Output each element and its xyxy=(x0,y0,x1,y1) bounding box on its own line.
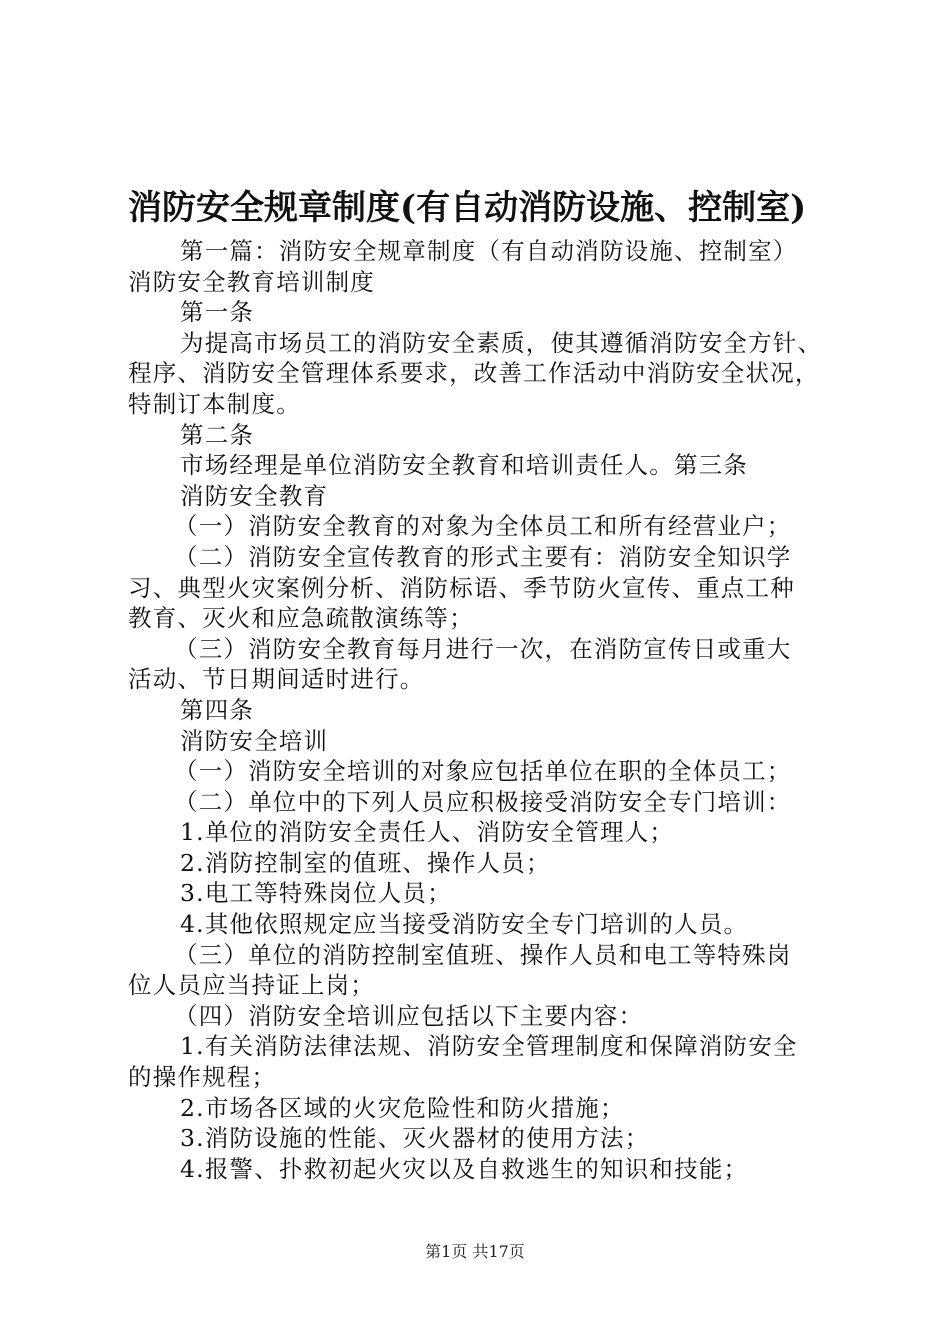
paragraph-line: （二）消防安全宣传教育的形式主要有：消防安全知识学 xyxy=(174,542,792,571)
paragraph-line: 特制订本制度。 xyxy=(128,389,301,418)
paragraph-line: 教育、灭火和应急疏散演练等； xyxy=(128,604,474,633)
paragraph-line: 市场经理是单位消防安全教育和培训责任人。第三条 xyxy=(180,451,749,480)
paragraph-line: 消防安全教育 xyxy=(180,481,329,510)
paragraph-line: 第一篇：消防安全规章制度（有自动消防设施、控制室） xyxy=(180,237,798,265)
paragraph-line: 活动、节日期间适时进行。 xyxy=(128,665,425,694)
paragraph-line: 消防安全教育培训制度 xyxy=(128,267,375,296)
paragraph-line: 第二条 xyxy=(180,420,255,449)
page-footer: 第1页 共17页 xyxy=(425,1242,525,1261)
paragraph-line: 3.电工等特殊岗位人员； xyxy=(180,879,452,908)
paragraph-line: 1.有关消防法律法规、消防安全管理制度和保障消防安全 xyxy=(180,1032,798,1061)
paragraph-line: 4.其他依照规定应当接受消防安全专门培训的人员。 xyxy=(180,910,749,939)
paragraph-line: （三）消防安全教育每月进行一次，在消防宣传日或重大 xyxy=(174,634,792,663)
paragraph-line: 位人员应当持证上岗； xyxy=(128,971,375,1000)
paragraph-line: 习、典型火灾案例分析、消防标语、季节防火宣传、重点工种 xyxy=(128,573,795,602)
paragraph-line: （四）消防安全培训应包括以下主要内容： xyxy=(174,1001,644,1030)
document-body xyxy=(128,236,840,1184)
paragraph-line: 2.市场各区域的火灾危险性和防火措施； xyxy=(180,1093,625,1122)
paragraph-line: 2.消防控制室的值班、操作人员； xyxy=(180,848,551,877)
paragraph-line: 3.消防设施的性能、灭火器材的使用方法； xyxy=(180,1124,650,1153)
paragraph-line: 第四条 xyxy=(180,695,255,724)
paragraph-line: 1.单位的消防安全责任人、消防安全管理人； xyxy=(180,818,675,847)
paragraph-line: 消防安全培训 xyxy=(180,726,329,755)
document-title: 消防安全规章制度(有自动消防设施、控制室) xyxy=(128,188,807,228)
paragraph-line: 的操作规程； xyxy=(128,1063,277,1092)
paragraph-line: 为提高市场员工的消防安全素质，使其遵循消防安全方针、 xyxy=(180,328,823,357)
paragraph-line: （二）单位中的下列人员应积极接受消防安全专门培训： xyxy=(174,787,792,816)
paragraph-line: 第一条 xyxy=(180,298,255,327)
paragraph-line: 程序、消防安全管理体系要求，改善工作活动中消防安全状况， xyxy=(128,359,820,388)
paragraph-line: （一）消防安全教育的对象为全体员工和所有经营业户； xyxy=(174,512,792,541)
paragraph-line: 4.报警、扑救初起火灾以及自救逃生的知识和技能； xyxy=(180,1154,749,1183)
paragraph-line: （三）单位的消防控制室值班、操作人员和电工等特殊岗 xyxy=(174,940,792,969)
paragraph-line: （一）消防安全培训的对象应包括单位在职的全体员工； xyxy=(174,757,792,786)
